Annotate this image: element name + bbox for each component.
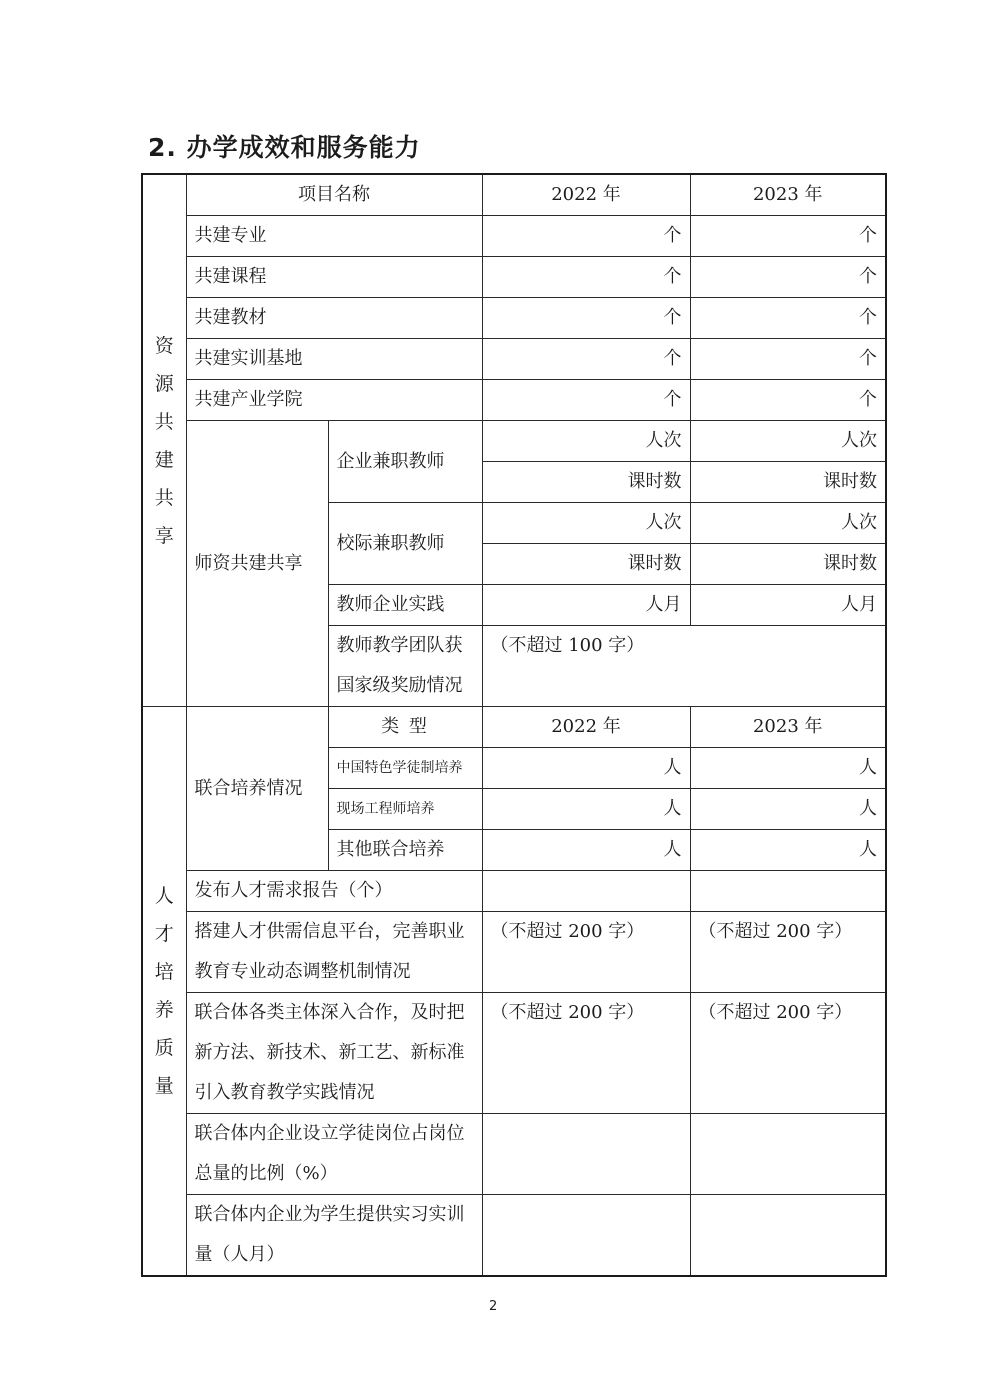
value-2023 xyxy=(690,1114,886,1195)
value-2023: 人月 xyxy=(690,585,886,626)
platform-note-2023: （不超过 200 字） xyxy=(690,912,886,993)
teacher-sharing-label: 师资共建共享 xyxy=(186,421,328,707)
value-2022: 人 xyxy=(482,830,690,871)
value-2022: 个 xyxy=(482,216,690,257)
type-label: 中国特色学徒制培养 xyxy=(328,748,482,789)
value-2023: 个 xyxy=(690,339,886,380)
row-label: 共建课程 xyxy=(186,257,482,298)
cooperation-note-2023: （不超过 200 字） xyxy=(690,993,886,1114)
joint-training-label: 联合培养情况 xyxy=(186,707,328,871)
value-2022: 课时数 xyxy=(482,544,690,585)
value-2022: 课时数 xyxy=(482,462,690,503)
award-note: （不超过 100 字） xyxy=(482,626,886,707)
header-item-name: 项目名称 xyxy=(186,174,482,216)
value-2023 xyxy=(690,871,886,912)
value-2022: 个 xyxy=(482,339,690,380)
header-2023: 2023 年 xyxy=(690,707,886,748)
value-2022: 人 xyxy=(482,748,690,789)
header-type: 类 型 xyxy=(328,707,482,748)
value-2022: 人 xyxy=(482,789,690,830)
value-2023: 课时数 xyxy=(690,544,886,585)
value-2023: 人次 xyxy=(690,421,886,462)
value-2023: 人 xyxy=(690,748,886,789)
page-title: 2. 办学成效和服务能力 xyxy=(148,133,421,162)
row-label: 共建产业学院 xyxy=(186,380,482,421)
header-2023: 2023 年 xyxy=(690,174,886,216)
page-number: 2 xyxy=(489,1299,498,1314)
achievements-table xyxy=(141,173,887,1277)
cooperation-label: 联合体各类主体深入合作，及时把新方法、新技术、新工艺、新标准引入教育教学实践情况 xyxy=(186,993,482,1114)
cooperation-note-2022: （不超过 200 字） xyxy=(482,993,690,1114)
value-2023: 个 xyxy=(690,257,886,298)
header-2022: 2022 年 xyxy=(482,174,690,216)
platform-note-2022: （不超过 200 字） xyxy=(482,912,690,993)
value-2022: 个 xyxy=(482,380,690,421)
value-2023: 个 xyxy=(690,216,886,257)
apprentice-ratio-label: 联合体内企业设立学徒岗位占岗位总量的比例（%） xyxy=(186,1114,482,1195)
row-label: 共建教材 xyxy=(186,298,482,339)
row-label: 共建专业 xyxy=(186,216,482,257)
value-2023: 人 xyxy=(690,789,886,830)
platform-label: 搭建人才供需信息平台，完善职业教育专业动态调整机制情况 xyxy=(186,912,482,993)
value-2023: 个 xyxy=(690,298,886,339)
school-teacher-label: 校际兼职教师 xyxy=(328,503,482,585)
row-label: 共建实训基地 xyxy=(186,339,482,380)
value-2023: 个 xyxy=(690,380,886,421)
internship-label: 联合体内企业为学生提供实习实训量（人月） xyxy=(186,1195,482,1277)
type-label: 其他联合培养 xyxy=(328,830,482,871)
value-2023 xyxy=(690,1195,886,1277)
enterprise-teacher-label: 企业兼职教师 xyxy=(328,421,482,503)
value-2022 xyxy=(482,871,690,912)
value-2022: 个 xyxy=(482,298,690,339)
value-2022 xyxy=(482,1114,690,1195)
section-talent-quality-label: 人 才 培 养 质 量 xyxy=(142,707,186,1277)
value-2023: 人 xyxy=(690,830,886,871)
report-label: 发布人才需求报告（个） xyxy=(186,871,482,912)
value-2022: 人月 xyxy=(482,585,690,626)
type-label: 现场工程师培养 xyxy=(328,789,482,830)
value-2022 xyxy=(482,1195,690,1277)
header-2022: 2022 年 xyxy=(482,707,690,748)
value-2023: 人次 xyxy=(690,503,886,544)
value-2022: 个 xyxy=(482,257,690,298)
value-2022: 人次 xyxy=(482,503,690,544)
teacher-practice-label: 教师企业实践 xyxy=(328,585,482,626)
value-2022: 人次 xyxy=(482,421,690,462)
value-2023: 课时数 xyxy=(690,462,886,503)
section-resource-sharing-label: 资 源 共 建 共 享 xyxy=(142,174,186,707)
award-label: 教师教学团队获国家级奖励情况 xyxy=(328,626,482,707)
